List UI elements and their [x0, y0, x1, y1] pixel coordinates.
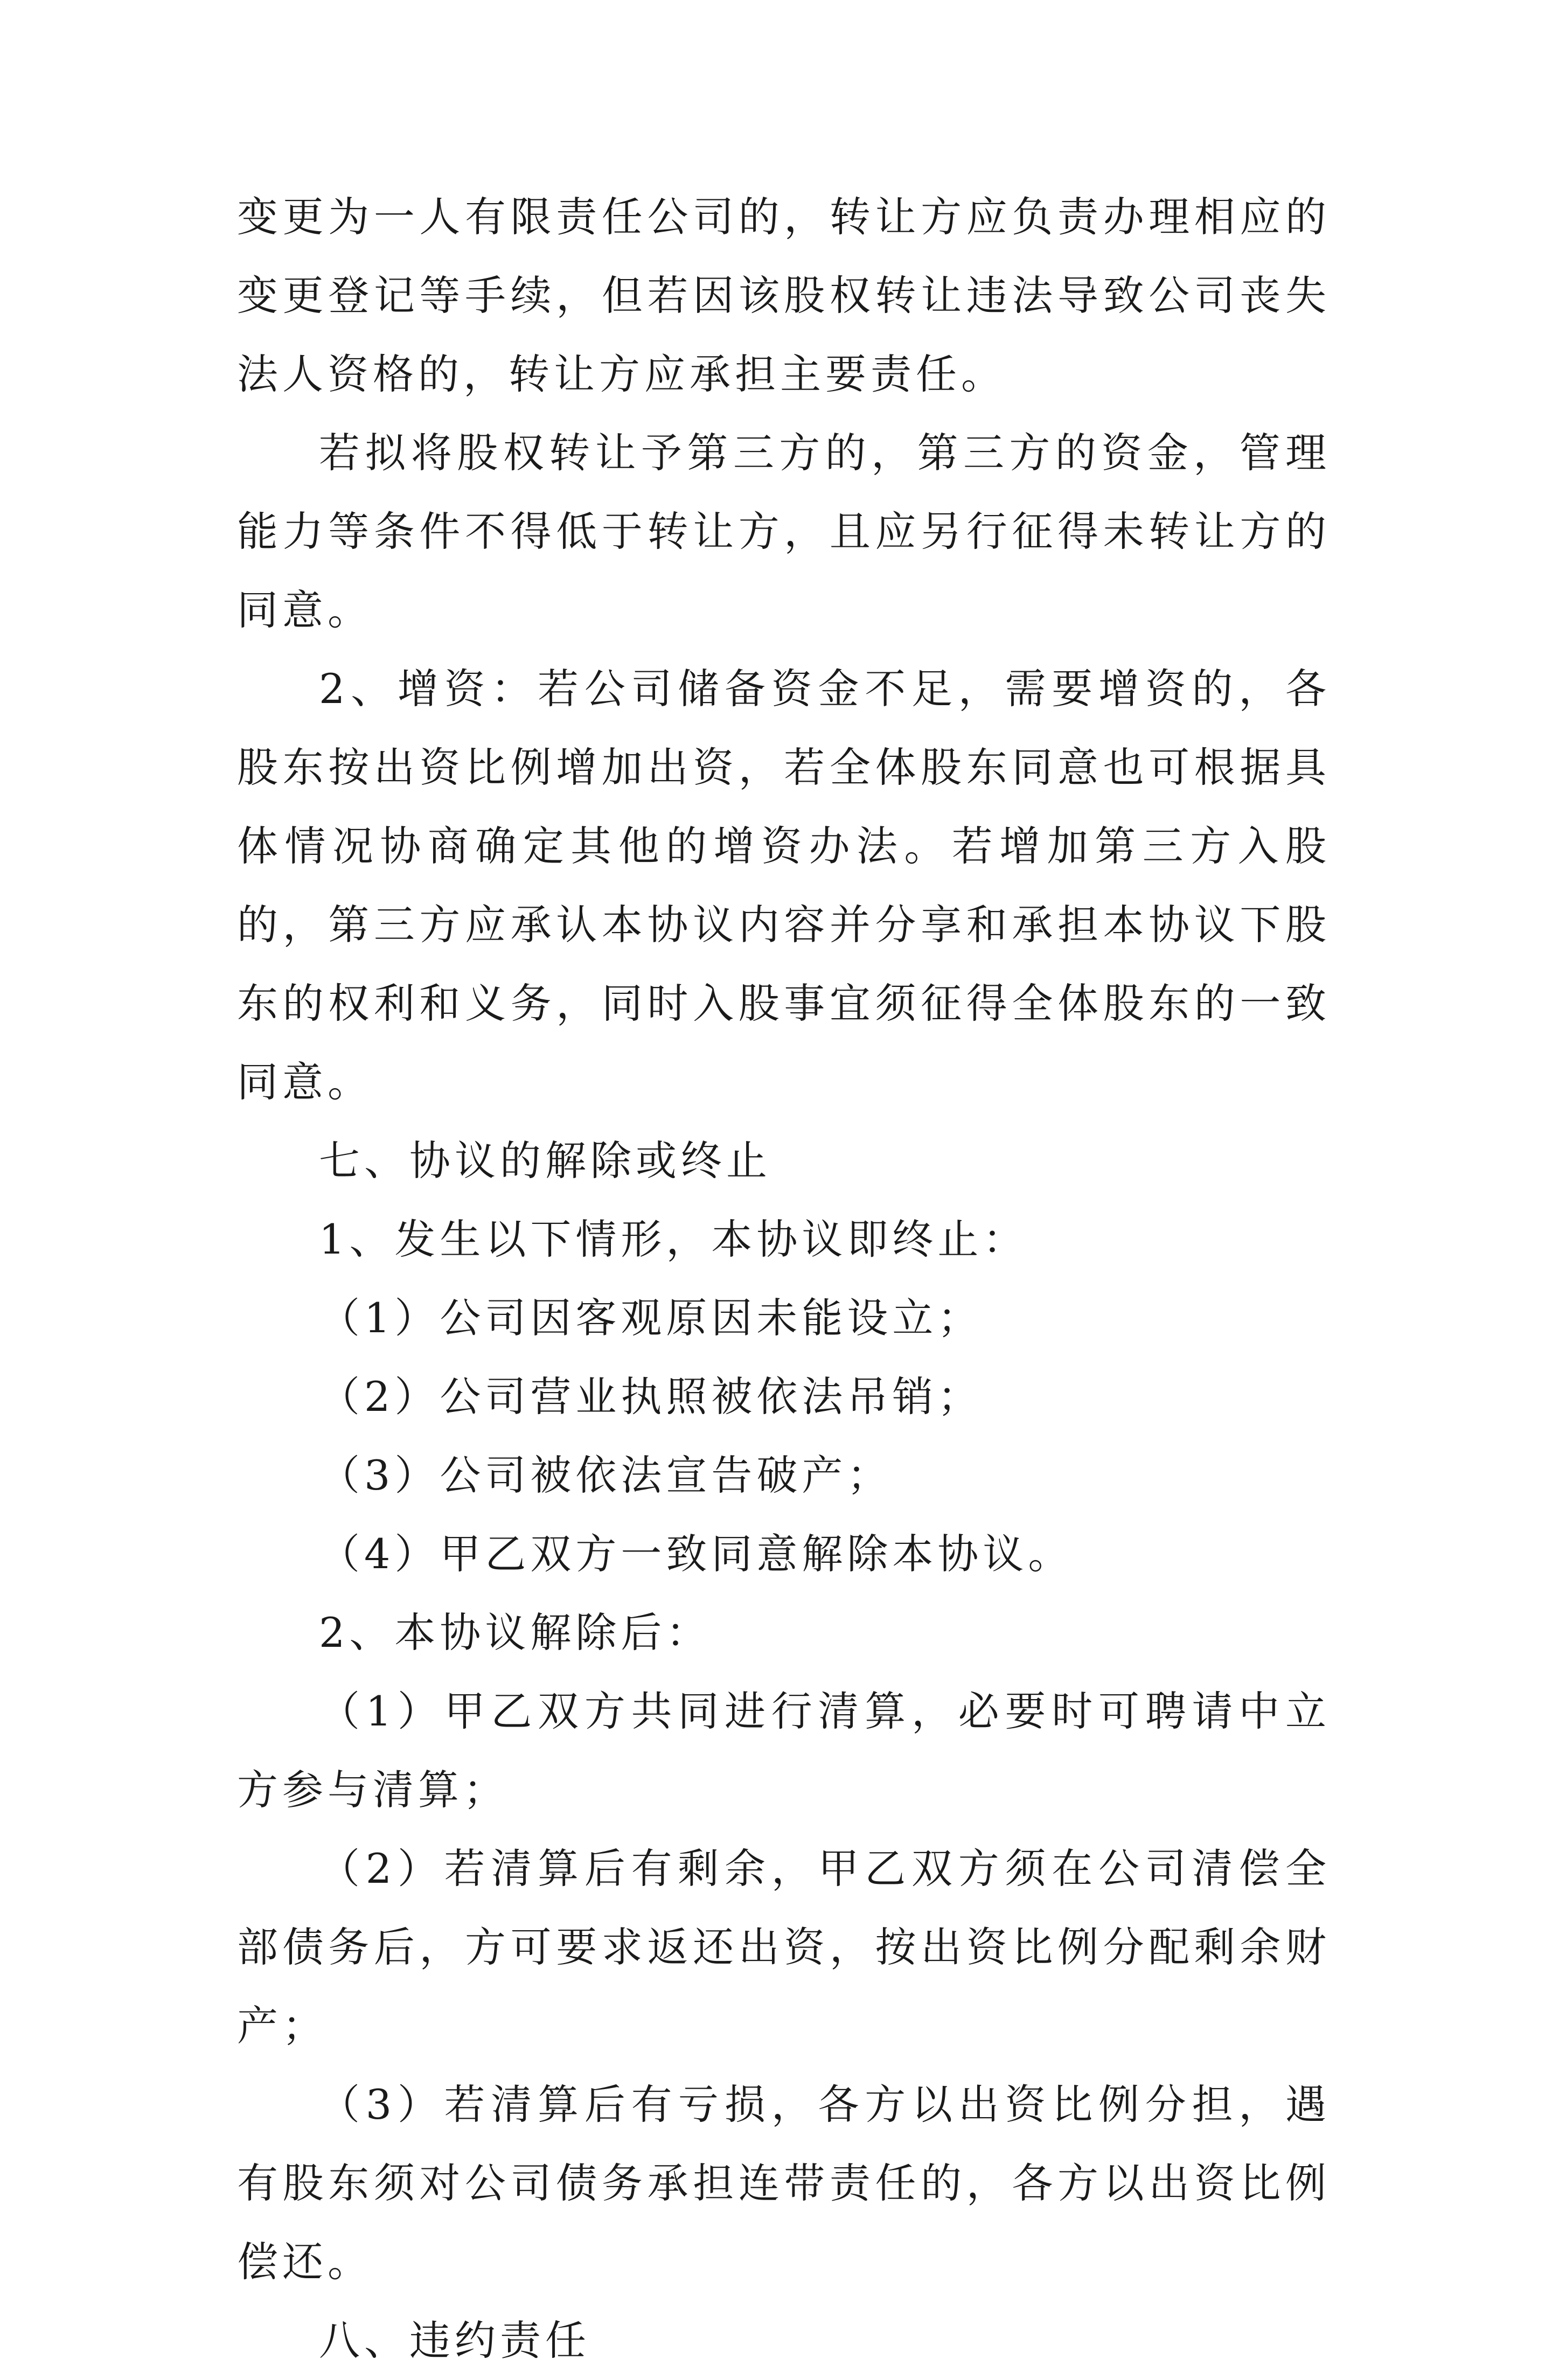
paragraph-capital-increase: 2、增资：若公司储备资金不足，需要增资的，各股东按出资比例增加出资，若全体股东同意也可根据具体情况协商确定其他的增资办法。若增加第三方入股的，第三方应承认本协议内容并分享和承担本协议下股东的权利和义务，同时入股事宜须征得全体股东的一致同意。 [237, 665, 1331, 1106]
list-item-termination-4: （4）甲乙双方一致同意解除本协议。 [319, 1530, 1074, 1578]
document-body [237, 178, 1331, 2380]
paragraph-transfer-registration: 变更为一人有限责任公司的，转让方应负责办理相应的变更登记等手续，但若因该股权转让违法导致公司丧失法人资格的，转让方应承担主要责任。 [237, 193, 1331, 398]
list-item-termination-3: （3）公司被依法宣告破产； [319, 1451, 893, 1499]
list-item-liquidation-2: （2）若清算后有剩余，甲乙双方须在公司清偿全部债务后，方可要求返还出资，按出资比例分配剩余财产； [237, 1845, 1331, 2050]
section-heading-breach-liability: 八、违约责任 [319, 2316, 590, 2364]
section-heading-termination: 七、协议的解除或终止 [319, 1137, 771, 1185]
list-item-termination-1: （1）公司因客观原因未能设立； [319, 1294, 983, 1342]
paragraph-third-party-transfer: 若拟将股权转让予第三方的，第三方的资金，管理能力等条件不得低于转让方，且应另行征得未转让方的同意。 [237, 429, 1331, 634]
list-item-liquidation-1: （1）甲乙双方共同进行清算，必要时可聘请中立方参与清算； [237, 1687, 1331, 1814]
list-item-termination-2: （2）公司营业执照被依法吊销； [319, 1373, 983, 1421]
paragraph-after-termination: 2、本协议解除后： [319, 1609, 712, 1657]
list-item-liquidation-3: （3）若清算后有亏损，各方以出资比例分担，遇有股东须对公司债务承担连带责任的，各方以出资比例偿还。 [237, 2080, 1331, 2286]
paragraph-termination-conditions: 1、发生以下情形，本协议即终止： [319, 1215, 1028, 1263]
